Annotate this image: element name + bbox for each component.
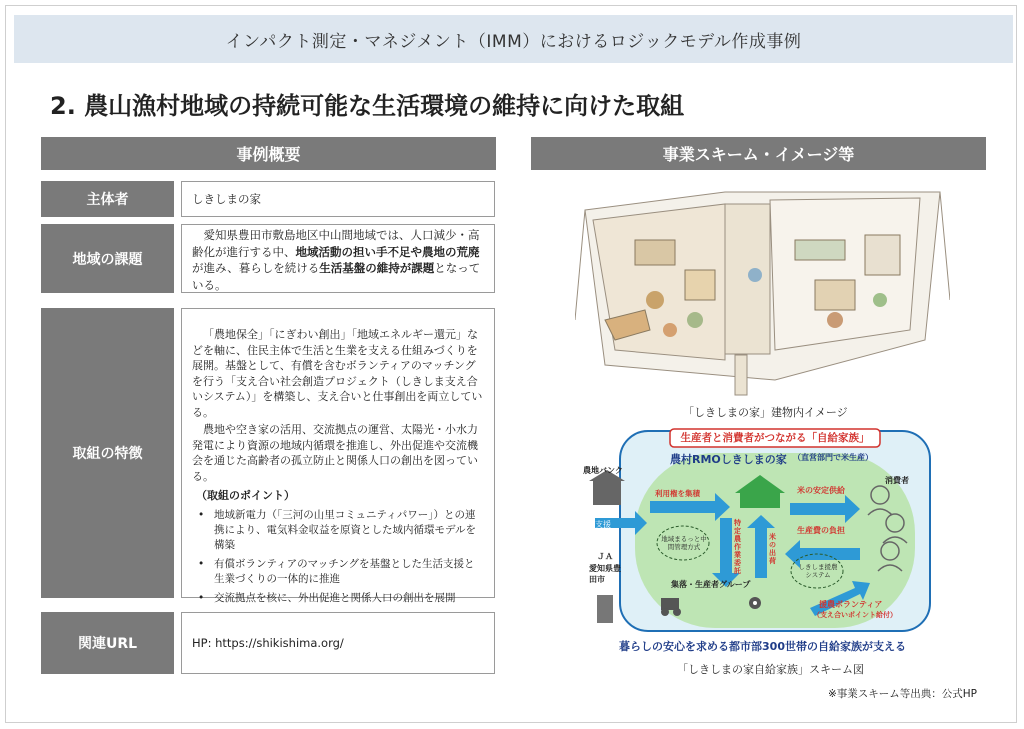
scheme-top-banner: 生産者と消費者がつながる「自給家族」: [680, 432, 870, 444]
scheme-center-title: 農村RMOしきしまの家: [670, 453, 787, 466]
scheme-city: 愛知県豊田市: [589, 564, 621, 584]
case-overview-header: 事例概要: [41, 137, 496, 170]
issue-value: [181, 224, 495, 293]
point-item: • 有償ボランティアのマッチングを基盤とした生活支援と生業づくりの一体的に推進: [192, 557, 484, 587]
point-item: • 地域新電力（「三河の山里コミュニティパワー」）との連携により、電気料金収益を原資とした域内循環モデルを構築: [192, 508, 484, 553]
issue-bold-1: 地域活動の担い手不足や農地の荒廃: [295, 244, 480, 259]
scheme-mgmt: 地域まるっと中間管理方式: [661, 535, 707, 551]
banner-title: インパクト測定・マネジメント（IMM）におけるロジックモデル作成事例: [225, 31, 802, 52]
scheme-volunteer: 援農ボランティア: [819, 600, 883, 609]
scheme-volunteer-sub: （支え合いポイント給付）: [813, 611, 897, 619]
issue-bold-2: 生活基盤の維持が課題: [319, 261, 435, 275]
features-value: [181, 308, 495, 604]
source-note: ※事業スキーム等出典：公式HP: [827, 688, 977, 700]
url-label: 関連URL: [41, 612, 174, 674]
building-illustration: [575, 180, 950, 398]
points-list: [192, 508, 484, 606]
scheme-production-cost: 生産費の負担: [797, 526, 845, 535]
issue-text-2: が進み、暮らしを続ける: [192, 261, 320, 275]
scheme-producers: 集落・生産者グループ: [671, 580, 751, 589]
header-banner: [14, 15, 1013, 63]
scheme-support: 支援: [595, 520, 611, 529]
scheme-use-rights: 利用権を集積: [655, 489, 700, 498]
features-paragraph-1: 「農地保全」「にぎわい創出」「地域エネルギー還元」などを軸に、住民主体で生活と生業を支える仕組みづくりを展開。基盤として、有償を含むボランティアのマッチングを行う「支え合い社会創造プロジェクト（しきしま支え合いシステム）」を構築し、支え合いと仕事創出を両立している。: [192, 328, 483, 419]
entity-label: 主体者: [41, 181, 174, 217]
scheme-ja: ＪＡ: [597, 552, 613, 561]
building-drawing: [575, 180, 950, 398]
points-heading: （取組のポイント）: [196, 489, 295, 502]
features-paragraph-2: 農地や空き家の活用、交流拠点の運営、太陽光・小水力発電により資源の地域内循環を推進し、外出促進や交流機会を通じた高齢者の孤立防止と関係人口の創出を図っている。: [192, 423, 478, 483]
building-caption: 「しきしまの家」建物内イメージ: [683, 406, 848, 419]
scheme-caption: 「しきしまの家自給家族」スキーム図: [677, 663, 864, 676]
entity-value-text: しきしまの家: [192, 191, 261, 206]
scheme-contract: 特定農作業委託: [734, 519, 741, 575]
scheme-rice-supply: 米の安定供給: [797, 486, 845, 495]
issue-text-1: 愛知県豊田市敷島地区中山間地域では、人口減少・高齢化が進行する中、: [192, 228, 480, 259]
scheme-center-sub: （直営部門で米生産）: [793, 453, 873, 462]
issue-label: 地域の課題: [41, 224, 174, 293]
entity-value: [181, 181, 495, 217]
scheme-rice-out: 米の出荷: [769, 533, 776, 565]
point-item: • 交流拠点を核に、外出促進と関係人口の創出を展開: [192, 591, 484, 606]
page-title: 2. 農山漁村地域の持続可能な生活環境の維持に向けた取組: [50, 92, 685, 120]
scheme-support-system: しきしま援農システム: [798, 563, 838, 579]
scheme-header: 事業スキーム・イメージ等: [531, 137, 986, 170]
scheme-farmland-bank: 農地バンク: [583, 466, 623, 475]
scheme-consumer: 消費者: [885, 476, 909, 485]
url-value: [181, 612, 495, 674]
scheme-bottom-text: 暮らしの安心を求める都市部300世帯の自給家族が支える: [619, 640, 906, 653]
scheme-diagram: [575, 423, 950, 658]
url-link[interactable]: HP: https://shikishima.org/: [192, 635, 344, 650]
features-label: 取組の特徴: [41, 308, 174, 598]
issue-text-3: となっている。: [192, 261, 481, 292]
